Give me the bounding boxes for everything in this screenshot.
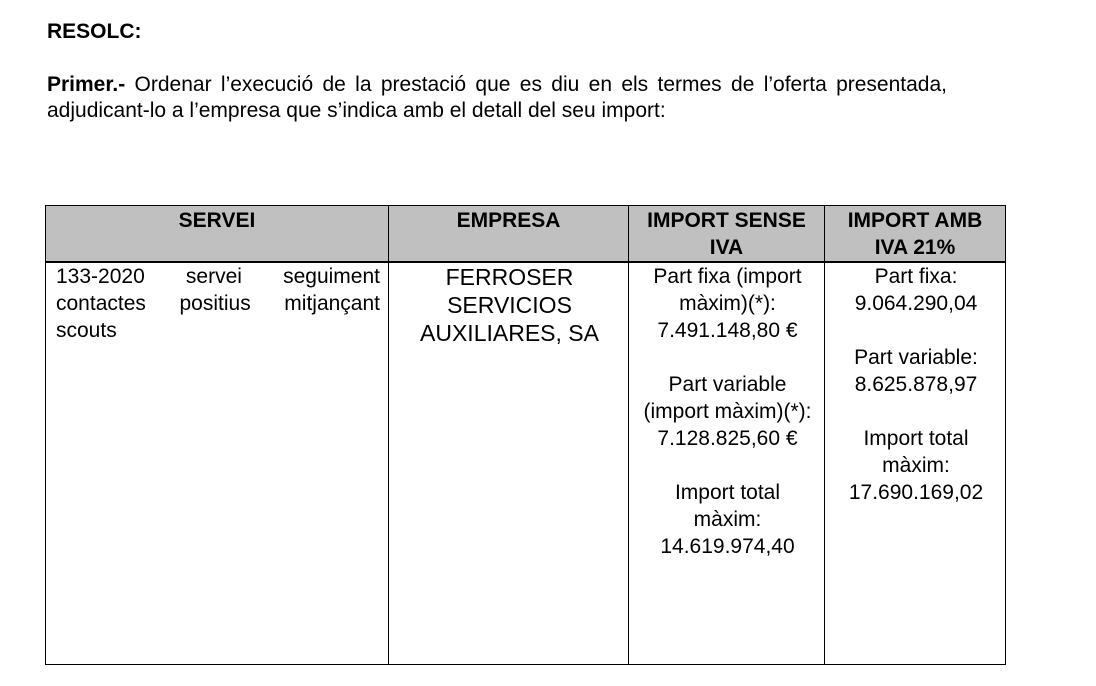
sense-iva-fixa-label: Part fixa (import màxim)(*): [653,265,802,315]
table-header-row [46,206,1006,263]
header-import-sense-iva: IMPORT SENSE IVA [629,206,825,263]
sense-iva-total [639,479,816,560]
amb-iva-variable-label: Part variable: [854,346,978,369]
cell-empresa: FERROSER SERVICIOS AUXILIARES, SA [389,262,629,665]
paragraph-text: Ordenar l’execució de la prestació que es diu en els termes de l’oferta presentada, adjudicant-lo a l’empresa que s’indica amb el detall del seu import: [47,73,947,122]
cell-import-sense-iva [629,262,825,665]
award-table [45,205,1006,665]
paragraph-lead: Primer.- [47,73,126,96]
cell-servei: 133-2020 servei seguiment contactes positius mitjançant scouts [46,262,389,665]
cell-import-amb-iva [825,262,1006,665]
header-empresa: EMPRESA [389,206,629,263]
amb-iva-total-label: Import total màxim: [863,427,969,477]
sense-iva-fixa [639,263,816,344]
sense-iva-variable [639,371,816,452]
amb-iva-total [835,425,997,506]
sense-iva-fixa-value: 7.491.148,80 € [657,319,798,342]
header-import-amb-iva: IMPORT AMB IVA 21% [825,206,1006,263]
amb-iva-fixa [835,263,997,317]
table-row [46,262,1006,665]
amb-iva-fixa-value: 9.064.290,04 [854,292,978,315]
first-resolution-paragraph [47,72,947,124]
amb-iva-variable-value: 8.625.878,97 [854,373,978,396]
resolution-heading: RESOLC: [47,20,142,43]
sense-iva-variable-label: Part variable (import màxim)(*): [643,373,812,423]
amb-iva-total-value: 17.690.169,02 [848,481,984,504]
sense-iva-total-value: 14.619.974,40 [660,535,795,558]
amb-iva-fixa-label: Part fixa: [874,265,958,288]
sense-iva-total-label: Import total màxim: [674,481,781,531]
header-servei: SERVEI [46,206,389,263]
sense-iva-variable-value: 7.128.825,60 € [657,427,798,450]
amb-iva-variable [835,344,997,398]
